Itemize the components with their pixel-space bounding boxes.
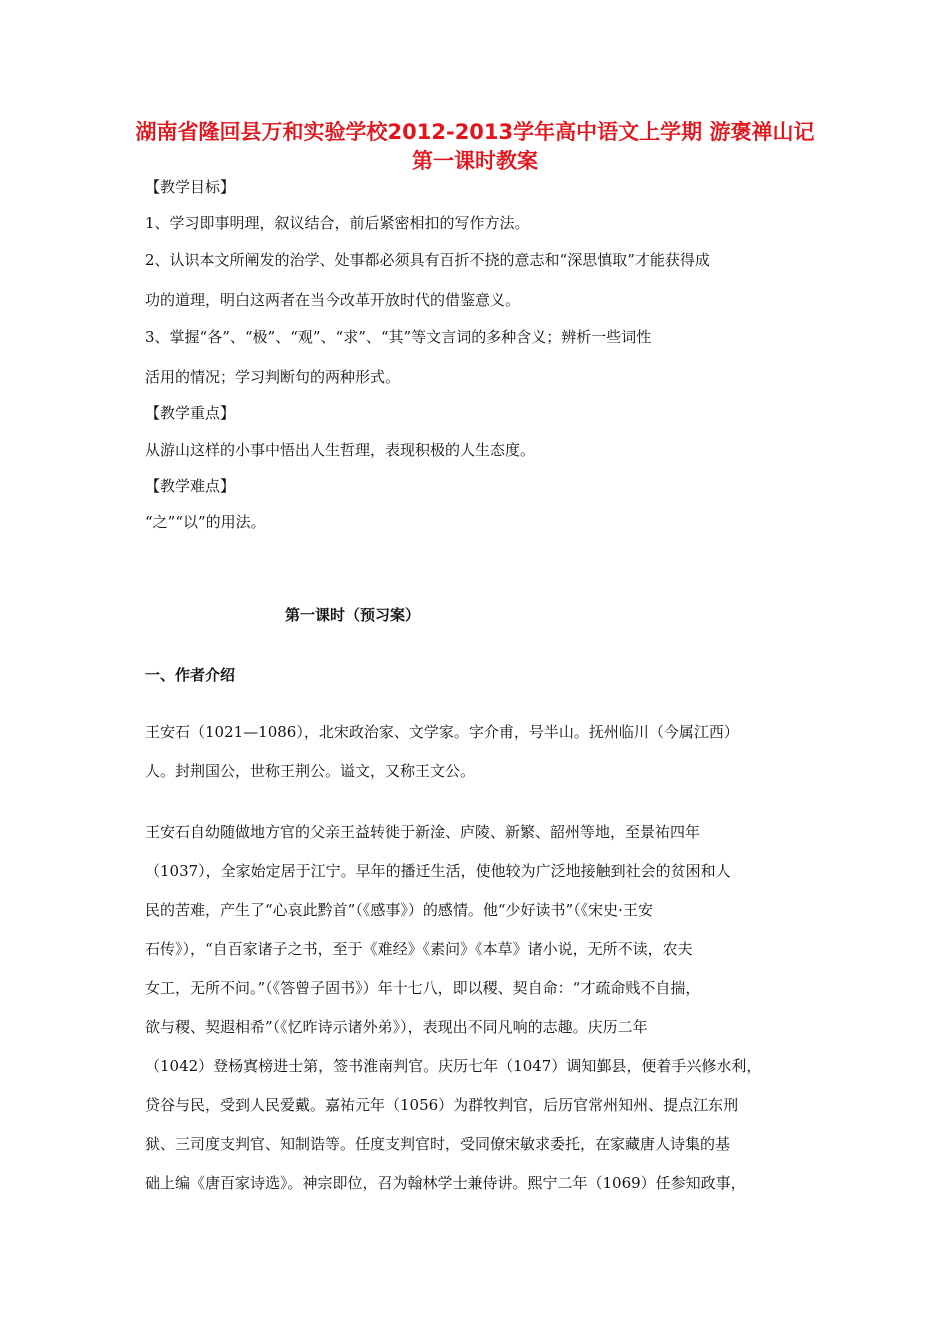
author-heading: 一、作者介绍 (145, 666, 236, 684)
objective-1: 1、学习即事明理，叙议结合，前后紧密相扣的写作方法。 (145, 214, 530, 232)
objective-3-line-1: 3、掌握“各”、“极”、“观”、“求”、“其”等文言词的多种含义；辨析一些词性 (145, 328, 652, 346)
objective-3-line-2: 活用的情况；学习判断句的两种形式。 (145, 368, 401, 386)
document-title: 湖南省隆回县万和实验学校2012-2013学年高中语文上学期 游褒禅山记 第一课时教案 (135, 120, 815, 173)
author-bio-line: 民的苦难，产生了“心哀此黔首”（《感事》）的感情。他“少好读书”（《宋史·王安 (145, 901, 653, 919)
objectives-heading: 【教学目标】 (145, 178, 236, 196)
author-intro-line: 人。封荆国公，世称王荆公。谥文，又称王文公。 (145, 762, 476, 780)
author-intro-line: 王安石（1021—1086），北宋政治家、文学家。字介甫，号半山。抚州临川（今属江西） (145, 723, 739, 741)
author-bio-line: 石传》），“自百家诸子之书，至于《难经》《素问》《本草》诸小说，无所不读，农夫 (145, 940, 693, 958)
author-bio-line: 女工，无所不问。”（《答曾子固书》）年十七八，即以稷、契自命：“才疏命贱不自揣， (145, 979, 701, 997)
objective-2-line-1: 2、认识本文所阐发的治学、处事都必须具有百折不挠的意志和“深思慎取”才能获得成 (145, 251, 710, 269)
author-bio-line: 狱、三司度支判官、知制诰等。任度支判官时，受同僚宋敏求委托，在家藏唐人诗集的基 (145, 1135, 731, 1153)
author-intro-paragraph (145, 722, 813, 800)
author-bio-line: 王安石自幼随做地方官的父亲王益转徙于新淦、庐陵、新繁、韶州等地，至景祐四年 (145, 823, 701, 841)
difficulties-heading: 【教学难点】 (145, 477, 236, 495)
author-bio-line: 欲与稷、契遐相希”（《忆昨诗示诸外弟》），表现出不同凡响的志趣。庆历二年 (145, 1018, 648, 1036)
author-bio-line: 础上编《唐百家诗选》。神宗即位，召为翰林学士兼侍讲。熙宁二年（1069）任参知政事， (145, 1174, 746, 1192)
key-points-heading: 【教学重点】 (145, 404, 236, 422)
objective-2-line-2: 功的道理，明白这两者在当今改革开放时代的借鉴意义。 (145, 291, 521, 309)
lesson-heading: 第一课时（预习案） (285, 606, 421, 624)
author-bio-line: （1037），全家始定居于江宁。早年的播迁生活，使他较为广泛地接触到社会的贫困和人 (145, 862, 731, 880)
key-points-text: 从游山这样的小事中悟出人生哲理，表现积极的人生态度。 (145, 441, 536, 459)
author-bio-line: 贷谷与民，受到人民爱戴。嘉祐元年（1056）为群牧判官，后历官常州知州、提点江东刑 (145, 1096, 739, 1114)
author-bio-line: （1042）登杨寘榜进士第，签书淮南判官。庆历七年（1047）调知鄞县，便着手兴修水利， (145, 1057, 762, 1075)
difficulties-text: “之”“以”的用法。 (145, 513, 266, 531)
author-bio-paragraph (145, 822, 813, 1212)
